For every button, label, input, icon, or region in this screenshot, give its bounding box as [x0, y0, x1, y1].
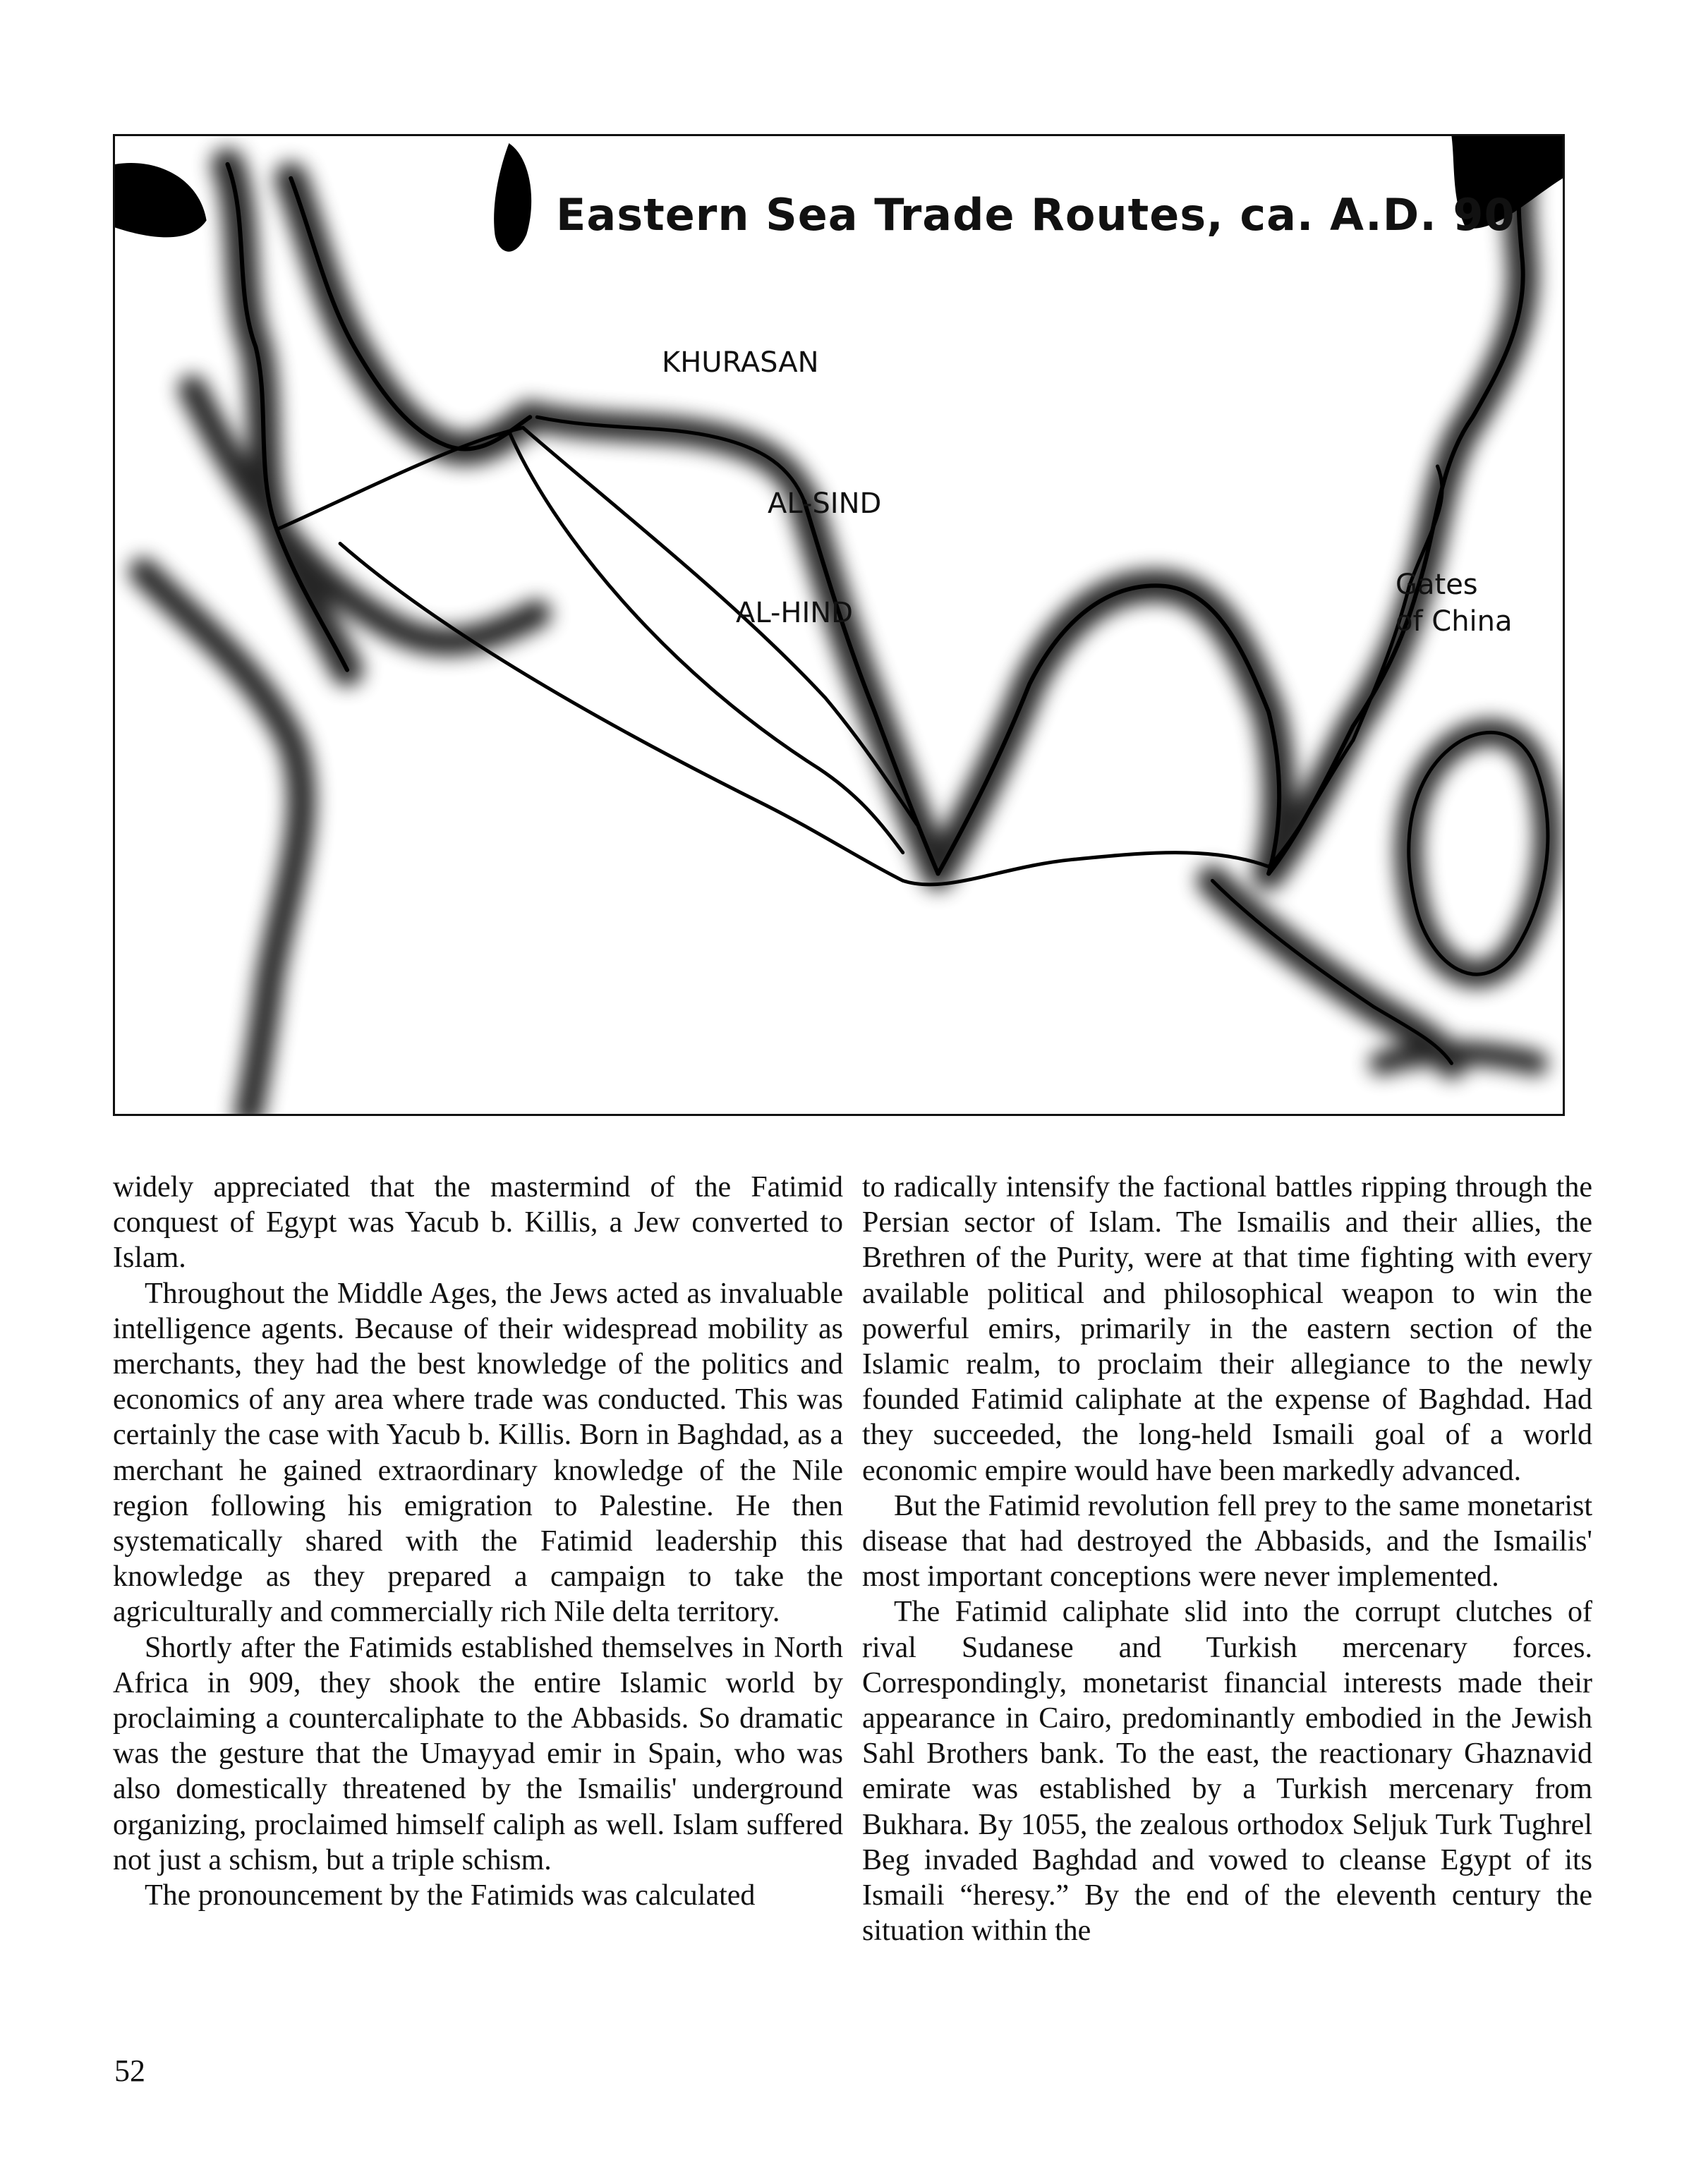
paragraph: But the Fatimid revolution fell prey to the same monetarist disease that had destroyed the Abbasids, and the Ismailis' most important conceptions were never implemented.: [862, 1489, 1592, 1594]
left-text-column: [113, 1170, 843, 1913]
paragraph: Shortly after the Fatimids established themselves in North Africa in 909, they shook the entire Islamic world by proclaiming a countercaliphate to the Abbasids. So dramatic was the gesture that the Umayyad emir in Spain, who was also domestically threatened by the Ismailis' underground organizing, proclaimed himself caliph as well. Islam suffered not just a schism, but a triple schism.: [113, 1631, 843, 1876]
paragraph: The pronouncement by the Fatimids was calculated: [145, 1879, 756, 1912]
label-gates-of-china: [1396, 566, 1513, 640]
trade-routes-map: [113, 134, 1565, 1116]
paragraph: widely appreciated that the mastermind of the Fatimid conquest of Egypt was Yacub b. Killis, a Jew converted to Islam.: [113, 1171, 843, 1275]
label-khurasan: KHURASAN: [662, 346, 819, 379]
right-text-column: [862, 1170, 1592, 1948]
page-number: 52: [114, 2053, 145, 2088]
label-gates-line1: Gates: [1396, 569, 1478, 601]
label-gates-line2: of China: [1396, 605, 1513, 638]
label-al-sind: AL-SIND: [768, 487, 882, 520]
paragraph: to radically intensify the factional battles ripping through the Persian sector of Islam. The Ismailis and their allies, the Brethren of the Purity, were at that time fighting with every available political and philosophical weapon to win the powerful emirs, primarily in the eastern section of the Islamic realm, to proclaim their allegiance to the newly founded Fatimid caliphate at the expense of Baghdad. Had they succeeded, the long-held Ismaili goal of a world economic empire would have been markedly advanced.: [862, 1171, 1592, 1487]
paragraph: Throughout the Middle Ages, the Jews acted as invaluable intelligence agents. Because of their widespread mobility as merchants, they had the best knowledge of the politics and economics of any area where trade was conducted. This was certainly the case with Yacub b. Killis. Born in Baghdad, as a merchant he gained extraordinary knowledge of the Nile region following his emigration to Palestine. He then systematically shared with the Fatimid leadership this knowledge as they prepared a campaign to take the agriculturally and commercially rich Nile delta territory.: [113, 1277, 843, 1629]
label-al-hind: AL-HIND: [736, 597, 853, 629]
paragraph: The Fatimid caliphate slid into the corrupt clutches of rival Sudanese and Turkish mercenary forces. Correspondingly, monetarist financial interests made their appearance in Cairo, predominantly embodied in the Jewish Sahl Brothers bank. To the east, the reactionary Ghaznavid emirate was established by a Turkish mercenary from Bukhara. By 1055, the zealous orthodox Seljuk Turk Tughrel Beg invaded Baghdad and vowed to cleanse Egypt of its Ismaili “heresy.” By the end of the eleventh century the situation within the: [862, 1596, 1592, 1948]
coastline-outline: [228, 136, 1548, 1063]
map-title: Eastern Sea Trade Routes, ca. A.D. 90: [556, 189, 1515, 241]
